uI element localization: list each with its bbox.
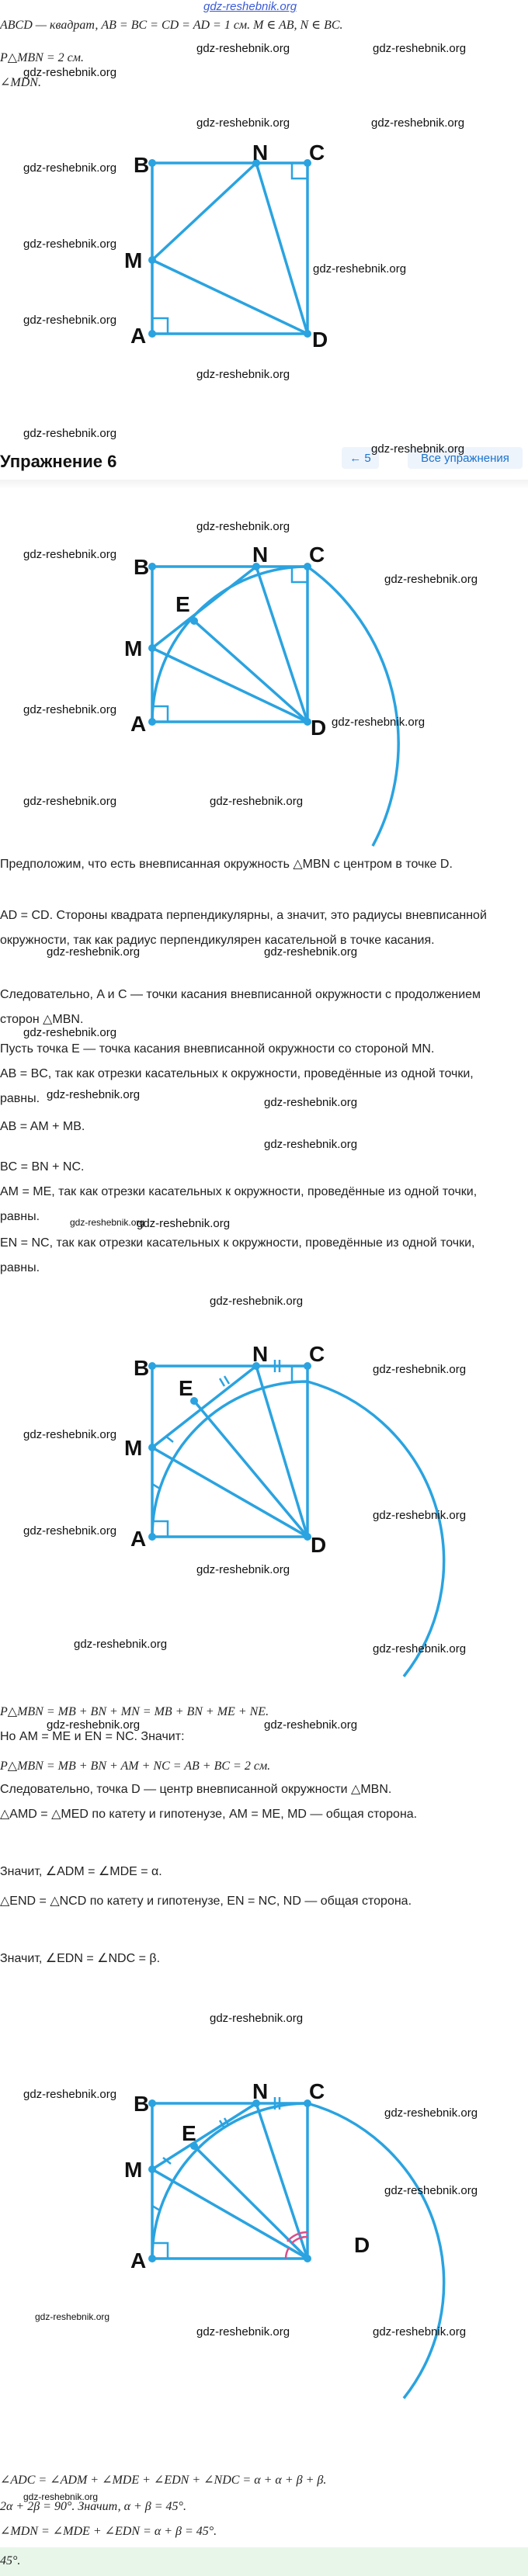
figure-excircle-1 [0, 481, 450, 846]
watermark: gdz-reshebnik.org [373, 1642, 467, 1656]
watermark: gdz-reshebnik.org [384, 2106, 478, 2120]
watermark: gdz-reshebnik.org [23, 314, 117, 327]
watermark: gdz-reshebnik.org [264, 945, 358, 959]
watermark: gdz-reshebnik.org [23, 2491, 99, 2502]
watermark: gdz-reshebnik.org [373, 2325, 467, 2339]
watermark: gdz-reshebnik.org [384, 2184, 478, 2197]
watermark: gdz-reshebnik.org [264, 1718, 358, 1732]
watermark: gdz-reshebnik.org [196, 2325, 290, 2339]
label-c: C [309, 543, 325, 567]
paragraph-ab-bc: AB = BC, так как отрезки касательных к окружности, проведённые из одной точки, равны. [0, 1067, 474, 1105]
paragraph-angle-mdn: ∠MDN = ∠MDE + ∠EDN = α + β = 45°. [0, 2525, 217, 2538]
watermark: gdz-reshebnik.org [196, 368, 290, 381]
watermark: gdz-reshebnik.org [47, 1718, 141, 1732]
paragraph-en-nc: EN = NC, так как отрезки касательных к окружности, проведённые из одной точки, равны. [0, 1236, 475, 1274]
label-b: B [134, 2092, 150, 2116]
given-line-2: P△MBN = 2 см. [0, 51, 84, 64]
point-a-dot [148, 718, 156, 726]
watermark: gdz-reshebnik.org [373, 1363, 467, 1376]
watermark: gdz-reshebnik.org [264, 1096, 358, 1109]
paragraph-ab-sum: AB = AM + MB. [0, 1120, 85, 1133]
watermark: gdz-reshebnik.org [384, 573, 478, 586]
paragraph-beta: Значит, ∠EDN = ∠NDC = β. [0, 1952, 161, 1965]
watermark: gdz-reshebnik.org [137, 1217, 231, 1230]
paragraph-alpha-beta: 2α + 2β = 90°. Значит, α + β = 45°. [0, 2500, 186, 2513]
label-c: C [309, 2079, 325, 2103]
label-a: A [130, 324, 147, 348]
paragraph-alpha: Значит, ∠ADM = ∠MDE = α. [0, 1865, 162, 1878]
watermark: gdz-reshebnik.org [210, 1295, 304, 1308]
label-n: N [252, 1342, 269, 1366]
all-exercises-button[interactable]: Все упражнения [408, 447, 523, 469]
watermark: gdz-reshebnik.org [196, 520, 290, 533]
watermark: gdz-reshebnik.org [74, 1638, 168, 1651]
label-a: A [130, 2248, 147, 2273]
watermark: gdz-reshebnik.org [23, 2088, 117, 2101]
watermark: gdz-reshebnik.org [23, 66, 117, 79]
watermark: gdz-reshebnik.org [196, 1563, 290, 1576]
label-e: E [179, 1376, 193, 1400]
label-e: E [182, 2121, 196, 2145]
paragraph-perimeter-2: P△MBN = MB + BN + AM + NC = AB + BC = 2 см. [0, 1760, 271, 1773]
label-d: D [354, 2233, 370, 2257]
paragraph-am-me: AM = ME, так как отрезки касательных к окружности, проведённые из одной точки, равны. [0, 1185, 478, 1223]
watermark: gdz-reshebnik.org [35, 2311, 110, 2322]
watermark: gdz-reshebnik.org [47, 1088, 141, 1101]
paragraph-point-e: Пусть точка E — точка касания вневписанной окружности со стороной MN. [0, 1042, 435, 1056]
label-m: M [124, 248, 143, 272]
paragraph-radii: AD = CD. Стороны квадрата перпендикулярны, а значит, это радиусы вневписанной окружности, так как радиус перпендикулярен касательной в точке касания. [0, 909, 487, 947]
point-d-dot [304, 2255, 311, 2262]
watermark: gdz-reshebnik.org [23, 1026, 117, 1039]
watermark: gdz-reshebnik.org [23, 1524, 117, 1538]
paragraph-tangent-points: Следовательно, A и C — точки касания вневписанной окружности с продолжением сторон △MBN. [0, 988, 481, 1026]
watermark: gdz-reshebnik.org [23, 795, 117, 808]
watermark: gdz-reshebnik.org [196, 42, 290, 55]
watermark: gdz-reshebnik.org [23, 237, 117, 251]
watermark: gdz-reshebnik.org [371, 116, 465, 130]
watermark: gdz-reshebnik.org [23, 1428, 117, 1441]
point-b-dot [148, 159, 156, 167]
watermark: gdz-reshebnik.org [23, 161, 117, 175]
label-c: C [309, 1342, 325, 1366]
label-m: M [124, 2158, 143, 2182]
watermark: gdz-reshebnik.org [23, 703, 117, 716]
label-n: N [252, 140, 269, 165]
point-b-dot [148, 1362, 156, 1370]
label-d: D [311, 1533, 327, 1557]
watermark: gdz-reshebnik.org [373, 1509, 467, 1522]
answer: 45°. [0, 2554, 21, 2567]
site-logo[interactable]: gdz-reshebnik.org [203, 0, 297, 13]
watermark: gdz-reshebnik.org [70, 1217, 145, 1228]
paragraph-center-d: Следовательно, точка D — центр вневписанной окружности △MBN. [0, 1783, 392, 1796]
watermark: gdz-reshebnik.org [23, 548, 117, 561]
point-a-dot [148, 2255, 156, 2262]
watermark: gdz-reshebnik.org [373, 42, 467, 55]
paragraph-angle-adc: ∠ADC = ∠ADM + ∠MDE + ∠EDN + ∠NDC = α + α + β + β. [0, 2474, 327, 2487]
prev-exercise-button[interactable]: ← 5 [342, 447, 379, 469]
label-d: D [311, 716, 327, 740]
point-d-dot [304, 330, 311, 338]
point-b-dot [148, 563, 156, 570]
point-m-dot [148, 2165, 156, 2173]
label-m: M [124, 1436, 143, 1460]
watermark: gdz-reshebnik.org [264, 1138, 358, 1151]
point-b-dot [148, 2099, 156, 2107]
point-m-dot [148, 256, 156, 264]
given-line-1: ABCD — квадрат, AB = BC = CD = AD = 1 см. M ∈ AB, N ∈ BC. [0, 19, 343, 32]
label-m: M [124, 636, 143, 660]
watermark: gdz-reshebnik.org [371, 442, 465, 456]
label-e: E [175, 592, 190, 616]
watermark: gdz-reshebnik.org [313, 262, 407, 276]
watermark: gdz-reshebnik.org [210, 795, 304, 808]
label-b: B [134, 555, 150, 579]
exercise-title: Упражнение 6 [0, 452, 117, 471]
paragraph-bc-sum: BC = BN + NC. [0, 1160, 85, 1174]
given-line-3: ∠MDN. [0, 76, 41, 89]
label-a: A [130, 1527, 147, 1551]
label-a: A [130, 712, 147, 736]
point-e-dot [190, 617, 198, 625]
paragraph-excircle-assumption: Предположим, что есть вневписанная окружность △MBN с центром в точке D. [0, 858, 453, 871]
label-c: C [309, 140, 325, 165]
watermark: gdz-reshebnik.org [210, 2012, 304, 2025]
point-m-dot [148, 1444, 156, 1451]
label-b: B [134, 1356, 150, 1380]
paragraph-perimeter-1: P△MBN = MB + BN + MN = MB + BN + ME + NE. [0, 1705, 269, 1718]
point-a-dot [148, 330, 156, 338]
label-b: B [134, 153, 150, 177]
label-n: N [252, 543, 269, 567]
watermark: gdz-reshebnik.org [196, 116, 290, 130]
paragraph-triangles-amd: △AMD = △MED по катету и гипотенузе, AM = ME, MD — общая сторона. [0, 1808, 418, 1821]
label-n: N [252, 2079, 269, 2103]
point-a-dot [148, 1533, 156, 1541]
watermark: gdz-reshebnik.org [23, 427, 117, 440]
paragraph-triangles-end: △END = △NCD по катету и гипотенузе, EN = NC, ND — общая сторона. [0, 1895, 412, 1908]
label-d: D [312, 328, 328, 352]
watermark: gdz-reshebnik.org [332, 716, 426, 729]
watermark: gdz-reshebnik.org [47, 945, 141, 959]
point-m-dot [148, 644, 156, 652]
paragraph-equalities: Но AM = ME и EN = NC. Значит: [0, 1730, 185, 1743]
